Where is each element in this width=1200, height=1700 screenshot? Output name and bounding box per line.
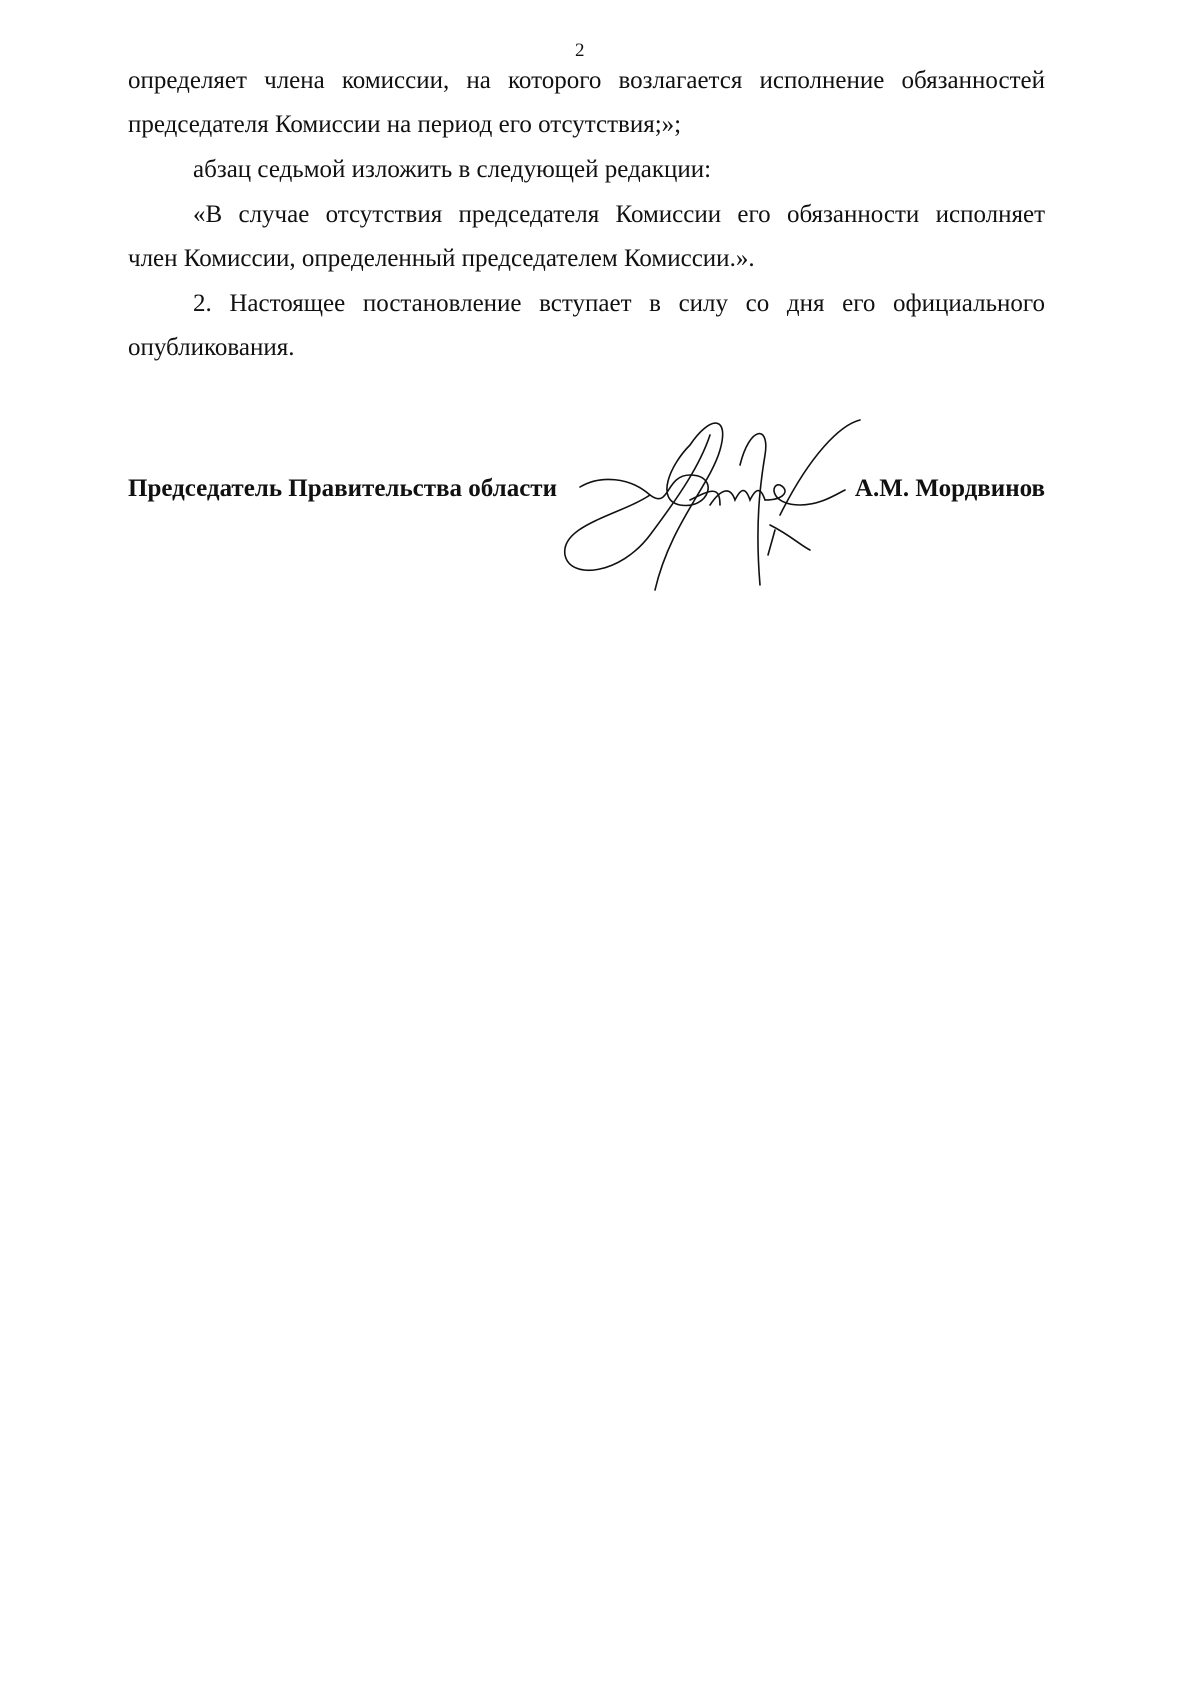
signatory-name: А.М. Мордвинов: [854, 475, 1045, 502]
body-line: «В случае отсутствия председателя Комиссии его обязанности исполняет: [193, 201, 1045, 228]
body-line: член Комиссии, определенный председателем Комиссии.».: [128, 245, 755, 272]
body-line: председателя Комиссии на период его отсутствия;»;: [128, 111, 682, 138]
body-line: 2. Настоящее постановление вступает в силу со дня его официального: [193, 290, 1045, 317]
body-line: определяет члена комиссии, на которого возлагается исполнение обязанностей: [128, 67, 1045, 94]
body-line: абзац седьмой изложить в следующей редакции:: [193, 156, 712, 183]
signatory-position: Председатель Правительства области: [128, 475, 557, 502]
body-line: опубликования.: [128, 334, 295, 361]
handwritten-signature: [560, 405, 880, 605]
page-number: 2: [575, 40, 585, 61]
